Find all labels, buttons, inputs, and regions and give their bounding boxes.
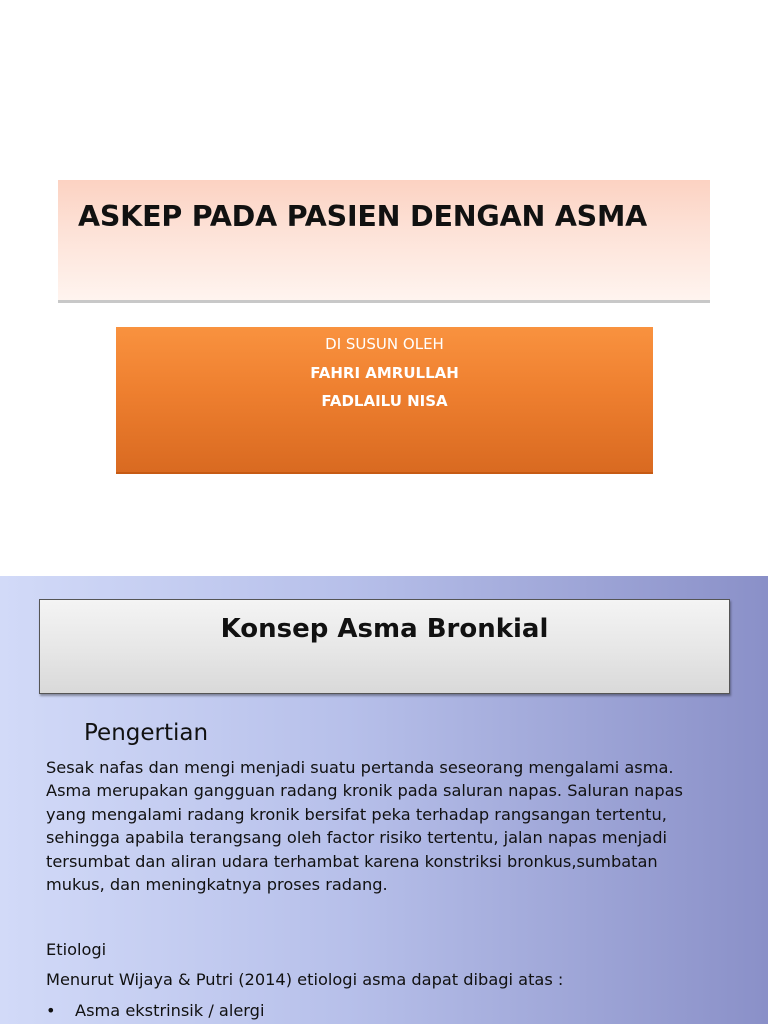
author-name: FAHRI AMRULLAH: [310, 364, 459, 382]
paragraph-line: yang mengalami radang kronik bersifat peka terhadap rangsangan tertentu,: [46, 804, 667, 824]
konsep-title: Konsep Asma Bronkial: [220, 614, 549, 644]
pengertian-heading: Pengertian: [84, 720, 209, 746]
etiologi-heading: Etiologi: [46, 940, 107, 959]
slide-title-text: ASKEP PADA PASIEN DENGAN ASMA: [78, 200, 648, 233]
pengertian-paragraph: [46, 756, 746, 896]
author-box: [116, 327, 653, 474]
authors-label: DI SUSUN OLEH: [325, 335, 444, 353]
title-box: [58, 180, 710, 303]
paragraph-line: Asma merupakan gangguan radang kronik pada saluran napas. Saluran napas: [46, 781, 683, 801]
paragraph-line: tersumbat dan aliran udara terhambat karena konstriksi bronkus,sumbatan: [46, 851, 658, 871]
bullet-dot-icon: •: [46, 1001, 56, 1020]
paragraph-line: mukus, dan meningkatnya proses radang.: [46, 875, 388, 895]
paragraph-line: sehingga apabila terangsang oleh factor risiko tertentu, jalan napas menjadi: [46, 828, 667, 848]
slide-konsep: [0, 576, 768, 1024]
author-name: FADLAILU NISA: [321, 392, 448, 410]
konsep-title-box: [39, 599, 730, 694]
bullet-text: Asma ekstrinsik / alergi: [75, 1001, 265, 1020]
paragraph-line: Sesak nafas dan mengi menjadi suatu pertanda seseorang mengalami asma.: [46, 758, 674, 777]
etiologi-intro: Menurut Wijaya & Putri (2014) etiologi asma dapat dibagi atas :: [46, 970, 564, 989]
bullet-item: [46, 1001, 264, 1020]
